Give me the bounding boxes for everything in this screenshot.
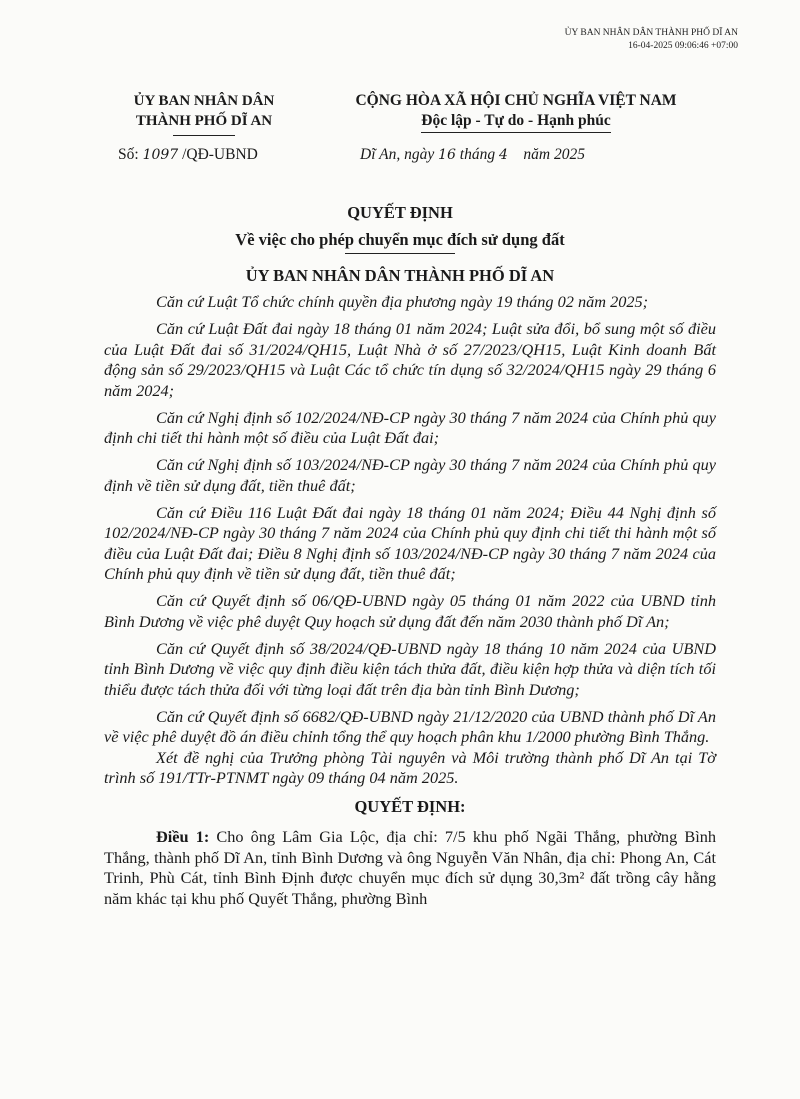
stamp-timestamp: 16-04-2025 09:06:46 +07:00 bbox=[628, 41, 738, 51]
date-month-label: tháng bbox=[459, 146, 496, 163]
legal-basis-8: Căn cứ Quyết định số 6682/QĐ-UBND ngày 21/12/2020 của UBND thành phố Dĩ An về việc phê duyệt đồ án điều chỉnh tổng thể quy hoạch phân khu 1/2000 phường Bình Thắng. bbox=[104, 706, 716, 746]
legal-basis-1: Căn cứ Luật Tổ chức chính quyền địa phương ngày 19 tháng 02 năm 2025; bbox=[156, 292, 649, 311]
issuer-heading: ỦY BAN NHÂN DÂN THÀNH PHỐ DĨ AN bbox=[245, 266, 555, 285]
date-place: Dĩ An, ngày bbox=[360, 146, 435, 163]
legal-basis-2: Căn cứ Luật Đất đai ngày 18 tháng 01 năm 2024; Luật sửa đổi, bổ sung một số điều của Luật Đất đai số 31/2024/QH15, Luật Nhà ở số 27/2023/QH15, Luật Kinh doanh Bất động sản số 29/2023/QH15 và Luật Các tổ chức tín dụng số 32/2024/QH15 ngày 29 tháng 6 năm 2024; bbox=[104, 319, 716, 400]
document-body bbox=[104, 292, 716, 916]
doc-number-prefix: Số: bbox=[118, 146, 139, 163]
article-1-label: Điều 1: bbox=[156, 827, 210, 846]
date-year: năm 2025 bbox=[523, 146, 585, 163]
document-title: QUYẾT ĐỊNH bbox=[347, 203, 453, 222]
agency-line-2: THÀNH PHỐ DĨ AN bbox=[135, 113, 273, 129]
legal-basis-3: Căn cứ Nghị định số 102/2024/NĐ-CP ngày 30 tháng 7 năm 2024 của Chính phủ quy định chi tiết thi hành một số điều của Luật Đất đai; bbox=[104, 407, 716, 447]
digital-signature-stamp bbox=[538, 27, 738, 53]
document-date bbox=[360, 146, 680, 164]
national-motto: Độc lập - Tự do - Hạnh phúc bbox=[421, 111, 610, 133]
legal-basis-7: Căn cứ Quyết định số 38/2024/QĐ-UBND ngày 18 tháng 10 năm 2024 của UBND tỉnh Bình Dương về việc quy định điều kiện tách thửa đất, điều kiện hợp thửa và diện tích tối thiểu được tách thửa đối với từng loại đất trên địa bàn tỉnh Bình Dương; bbox=[104, 638, 716, 699]
proposal-basis: Xét đề nghị của Trưởng phòng Tài nguyên và Môi trường thành phố Dĩ An tại Tờ trình số 191/TTr-PTNMT ngày 09 tháng 04 năm 2025. bbox=[104, 747, 716, 787]
legal-basis-6: Căn cứ Quyết định số 06/QĐ-UBND ngày 05 tháng 01 năm 2022 của UBND tỉnh Bình Dương về việc phê duyệt Quy hoạch sử dụng đất đến năm 2030 thành phố Dĩ An; bbox=[104, 591, 716, 631]
agency-line-1: ỦY BAN NHÂN DÂN bbox=[133, 93, 275, 109]
article-1-text: Cho ông Lâm Gia Lộc, địa chỉ: 7/5 khu phố Ngãi Thắng, phường Bình Thắng, thành phố Dĩ An, tỉnh Bình Dương và ông Nguyễn Văn Nhân, địa chỉ: Phong An, Cát Trinh, Phù Cát, tỉnh Bình Định được chuyển mục đích sử dụng 30,3m² đất trồng cây hằng năm khác tại khu phố Quyết Thắng, phường Bình bbox=[104, 827, 716, 908]
subtitle-underline bbox=[345, 253, 455, 254]
date-day: 16 bbox=[438, 147, 456, 163]
agency-underline bbox=[173, 135, 235, 136]
legal-basis-4: Căn cứ Nghị định số 103/2024/NĐ-CP ngày 30 tháng 7 năm 2024 của Chính phủ quy định về tiền sử dụng đất, tiền thuê đất; bbox=[104, 455, 716, 495]
decision-heading: QUYẾT ĐỊNH: bbox=[354, 796, 466, 816]
date-month: 4 bbox=[498, 147, 508, 163]
article-1 bbox=[104, 827, 716, 909]
doc-number-suffix: /QĐ-UBND bbox=[182, 146, 258, 163]
document-subtitle-block bbox=[0, 230, 800, 254]
national-header bbox=[316, 91, 716, 133]
document-subtitle: Về việc cho phép chuyển mục đích sử dụng đất bbox=[235, 230, 565, 249]
issuing-agency-header bbox=[104, 91, 304, 136]
doc-number-handwritten: 1097 bbox=[142, 147, 179, 163]
country-name: CỘNG HÒA XÃ HỘI CHỦ NGHĨA VIỆT NAM bbox=[355, 92, 677, 109]
stamp-org: ỦY BAN NHÂN DÂN THÀNH PHỐ DĨ AN bbox=[564, 28, 738, 38]
legal-basis-5: Căn cứ Điều 116 Luật Đất đai ngày 18 tháng 01 năm 2024; Điều 44 Nghị định số 102/2024/NĐ-CP ngày 30 tháng 7 năm 2024 của Chính phủ quy định chi tiết thi hành một số điều của Luật Đất đai; Điều 8 Nghị định số 103/2024/NĐ-CP ngày 30 tháng 7 năm 2024 của Chính phủ quy định về tiền sử dụng đất, tiền thuê đất; bbox=[104, 502, 716, 583]
document-number bbox=[118, 146, 258, 164]
